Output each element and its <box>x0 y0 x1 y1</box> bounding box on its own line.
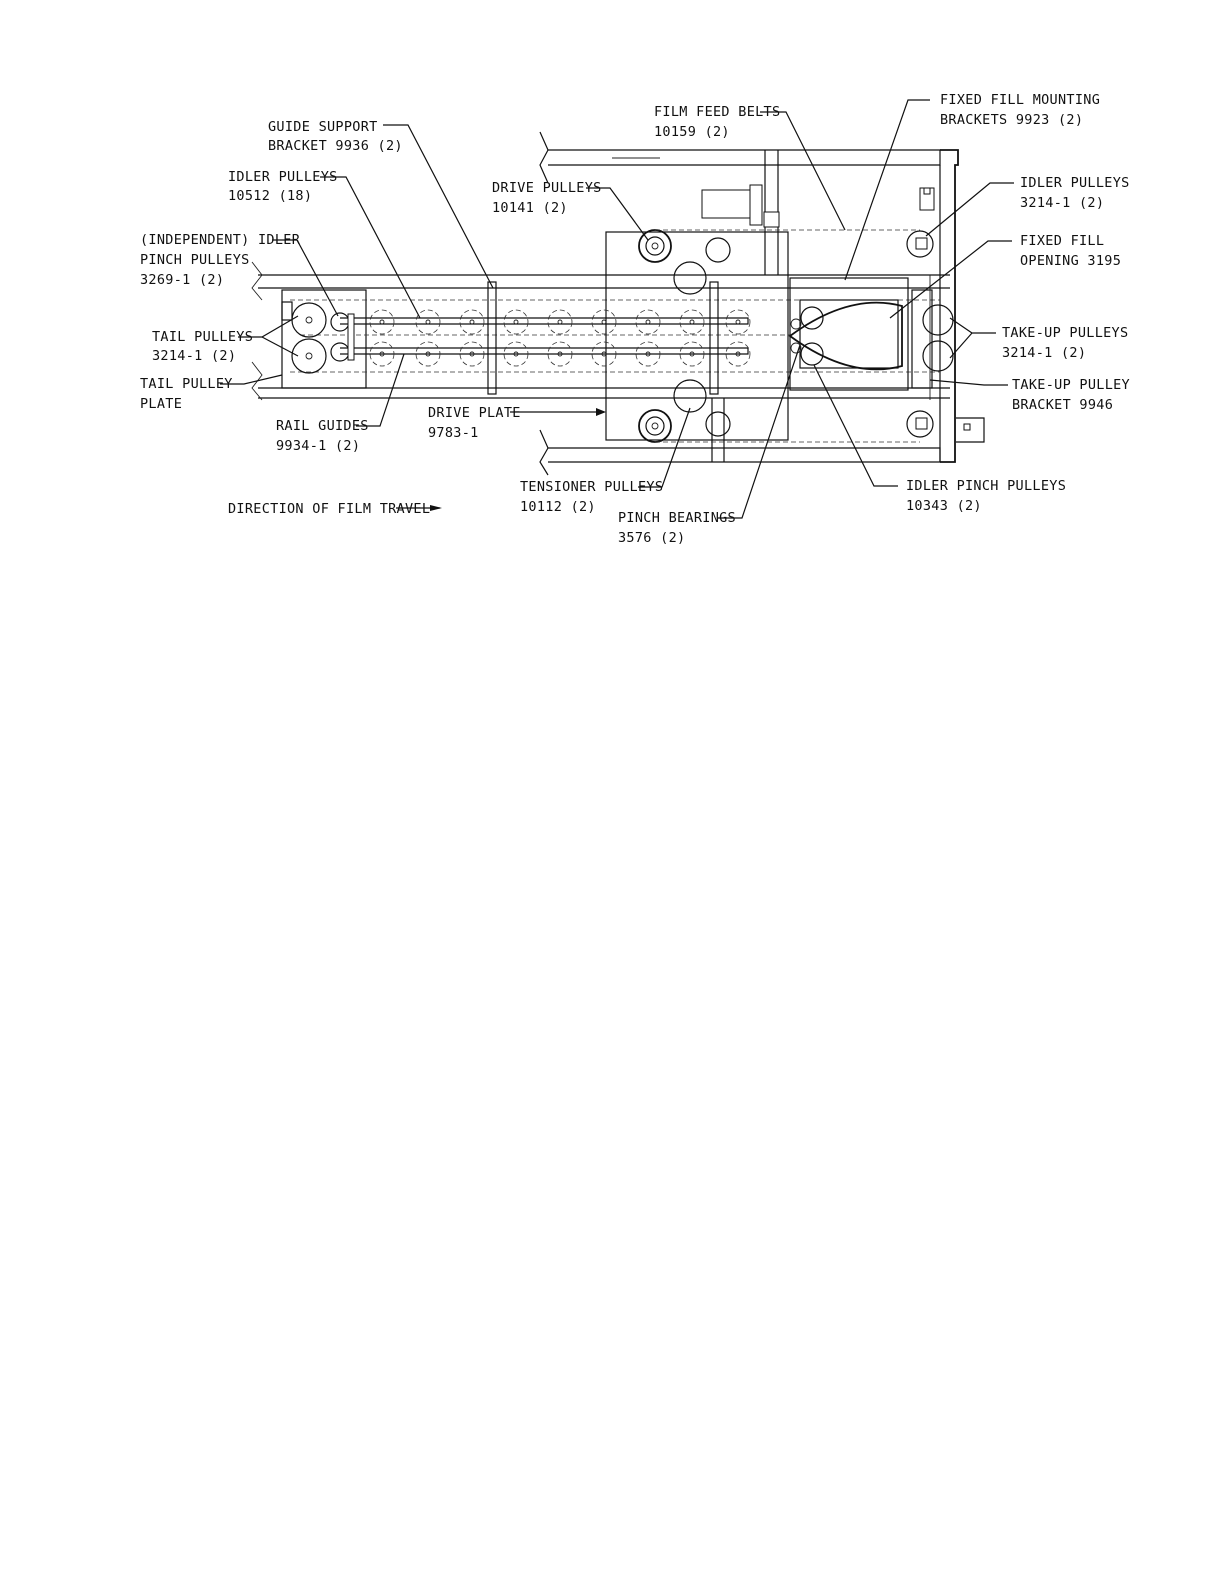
idler-pulley <box>416 310 440 334</box>
label-take-up-pulleys: TAKE-UP PULLEYS 3214-1 (2) <box>1002 325 1129 361</box>
conveyor-bed <box>252 262 950 400</box>
drive-plate <box>606 232 932 440</box>
label-tail-pulleys: TAIL PULLEYS 3214-1 (2) <box>152 329 254 364</box>
take-up-pulleys <box>923 305 953 371</box>
label-film-feed-belts: FILM FEED BELTS 10159 (2) <box>654 104 781 140</box>
label-tensioner-pulleys: TENSIONER PULLEYS 10112 (2) <box>520 479 664 515</box>
label-idler-pulleys-left: IDLER PULLEYS 10512 (18) <box>228 169 338 204</box>
label-tail-pulley-plate: TAIL PULLEY PLATE <box>140 376 233 412</box>
idler-pulley <box>460 310 484 334</box>
idler-pulley <box>592 310 616 334</box>
idler-pulley <box>504 310 528 334</box>
idler-pulley <box>370 310 394 334</box>
idler-pulley <box>726 310 750 334</box>
label-rail-guides: RAIL GUIDES 9934-1 (2) <box>276 418 369 454</box>
label-fixed-fill-opening: FIXED FILL OPENING 3195 <box>1020 233 1122 269</box>
callout-labels <box>140 92 1138 546</box>
label-drive-pulleys: DRIVE PULLEYS 10141 (2) <box>492 180 602 216</box>
leader-lines <box>220 100 1014 518</box>
idler-pulley <box>548 310 572 334</box>
idler-pulley <box>636 310 660 334</box>
label-independent-idler: (INDEPENDENT) IDLER PINCH PULLEYS 3269-1 (2) <box>140 232 301 288</box>
label-idler-pulleys-right: IDLER PULLEYS 3214-1 (2) <box>1020 175 1130 211</box>
label-drive-plate: DRIVE PLATE 9783-1 <box>428 405 521 441</box>
tail-pulleys <box>292 303 326 373</box>
label-fixed-fill-mounting: FIXED FILL MOUNTING BRACKETS 9923 (2) <box>940 92 1101 128</box>
label-idler-pinch-pulleys: IDLER PINCH PULLEYS 10343 (2) <box>906 478 1067 514</box>
tensioner-pulleys <box>674 238 730 436</box>
label-pinch-bearings: PINCH BEARINGS 3576 (2) <box>618 510 736 546</box>
idler-pulleys-right <box>907 231 984 442</box>
label-direction: DIRECTION OF FILM TRAVEL <box>228 501 431 517</box>
label-guide-support: GUIDE SUPPORT BRACKET 9936 (2) <box>268 119 403 154</box>
idler-pulley <box>680 310 704 334</box>
drive-pulleys <box>639 230 671 442</box>
fixed-fill-opening <box>790 303 902 370</box>
label-take-up-bracket: TAKE-UP PULLEY BRACKET 9946 <box>1012 377 1130 413</box>
